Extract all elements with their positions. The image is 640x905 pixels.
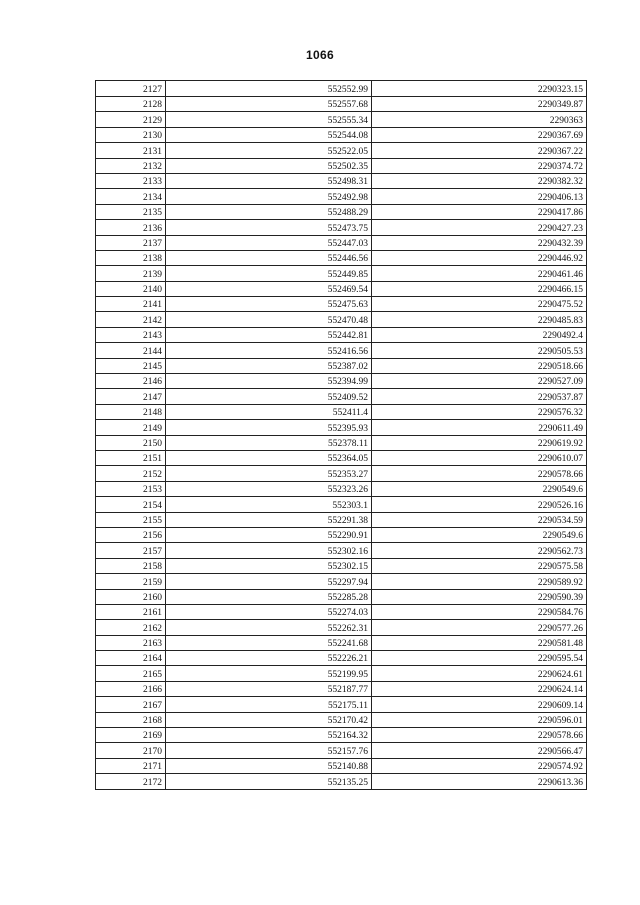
point-number-cell: 2146 xyxy=(96,374,166,389)
point-number-cell: 2139 xyxy=(96,266,166,281)
table-row xyxy=(96,81,587,97)
point-number-cell: 2159 xyxy=(96,574,166,589)
point-number-cell: 2155 xyxy=(96,512,166,527)
y-coordinate-cell: 2290562.73 xyxy=(372,543,587,558)
y-coordinate-cell: 2290619.92 xyxy=(372,435,587,450)
x-coordinate-cell: 552473.75 xyxy=(166,220,372,235)
x-coordinate-cell: 552488.29 xyxy=(166,204,372,219)
point-number-cell: 2142 xyxy=(96,312,166,327)
x-coordinate-cell: 552170.42 xyxy=(166,712,372,727)
point-number-cell: 2136 xyxy=(96,220,166,235)
table-row xyxy=(96,497,587,512)
table-row xyxy=(96,466,587,481)
x-coordinate-cell: 552446.56 xyxy=(166,250,372,265)
y-coordinate-cell: 2290576.32 xyxy=(372,404,587,419)
table-row xyxy=(96,173,587,188)
x-coordinate-cell: 552387.02 xyxy=(166,358,372,373)
coordinates-table xyxy=(95,80,587,790)
table-row xyxy=(96,558,587,573)
point-number-cell: 2127 xyxy=(96,81,166,97)
table-row xyxy=(96,543,587,558)
table-row xyxy=(96,635,587,650)
point-number-cell: 2140 xyxy=(96,281,166,296)
point-number-cell: 2167 xyxy=(96,697,166,712)
point-number-cell: 2131 xyxy=(96,143,166,158)
y-coordinate-cell: 2290406.13 xyxy=(372,189,587,204)
x-coordinate-cell: 552557.68 xyxy=(166,97,372,112)
table-row xyxy=(96,312,587,327)
y-coordinate-cell: 2290584.76 xyxy=(372,604,587,619)
x-coordinate-cell: 552302.16 xyxy=(166,543,372,558)
table-row xyxy=(96,420,587,435)
point-number-cell: 2160 xyxy=(96,589,166,604)
table-row xyxy=(96,758,587,773)
x-coordinate-cell: 552364.05 xyxy=(166,450,372,465)
y-coordinate-cell: 2290505.53 xyxy=(372,343,587,358)
table-row xyxy=(96,281,587,296)
y-coordinate-cell: 2290518.66 xyxy=(372,358,587,373)
y-coordinate-cell: 2290624.14 xyxy=(372,681,587,696)
x-coordinate-cell: 552395.93 xyxy=(166,420,372,435)
y-coordinate-cell: 2290566.47 xyxy=(372,743,587,758)
table-row xyxy=(96,189,587,204)
point-number-cell: 2143 xyxy=(96,327,166,342)
y-coordinate-cell: 2290624.61 xyxy=(372,666,587,681)
point-number-cell: 2154 xyxy=(96,497,166,512)
x-coordinate-cell: 552552.99 xyxy=(166,81,372,97)
y-coordinate-cell: 2290549.6 xyxy=(372,527,587,542)
point-number-cell: 2130 xyxy=(96,127,166,142)
coordinates-table-body xyxy=(96,81,587,790)
point-number-cell: 2151 xyxy=(96,450,166,465)
table-row xyxy=(96,343,587,358)
table-row xyxy=(96,266,587,281)
point-number-cell: 2170 xyxy=(96,743,166,758)
y-coordinate-cell: 2290367.22 xyxy=(372,143,587,158)
y-coordinate-cell: 2290363 xyxy=(372,112,587,127)
x-coordinate-cell: 552378.11 xyxy=(166,435,372,450)
point-number-cell: 2128 xyxy=(96,97,166,112)
x-coordinate-cell: 552285.28 xyxy=(166,589,372,604)
point-number-cell: 2144 xyxy=(96,343,166,358)
point-number-cell: 2137 xyxy=(96,235,166,250)
x-coordinate-cell: 552175.11 xyxy=(166,697,372,712)
x-coordinate-cell: 552140.88 xyxy=(166,758,372,773)
y-coordinate-cell: 2290427.23 xyxy=(372,220,587,235)
point-number-cell: 2141 xyxy=(96,297,166,312)
table-row xyxy=(96,250,587,265)
point-number-cell: 2157 xyxy=(96,543,166,558)
point-number-cell: 2164 xyxy=(96,651,166,666)
table-row xyxy=(96,220,587,235)
x-coordinate-cell: 552353.27 xyxy=(166,466,372,481)
table-row xyxy=(96,158,587,173)
x-coordinate-cell: 552157.76 xyxy=(166,743,372,758)
point-number-cell: 2161 xyxy=(96,604,166,619)
y-coordinate-cell: 2290349.87 xyxy=(372,97,587,112)
x-coordinate-cell: 552394.99 xyxy=(166,374,372,389)
y-coordinate-cell: 2290613.36 xyxy=(372,774,587,789)
point-number-cell: 2132 xyxy=(96,158,166,173)
point-number-cell: 2138 xyxy=(96,250,166,265)
point-number-cell: 2129 xyxy=(96,112,166,127)
x-coordinate-cell: 552262.31 xyxy=(166,620,372,635)
table-row xyxy=(96,235,587,250)
point-number-cell: 2145 xyxy=(96,358,166,373)
x-coordinate-cell: 552544.08 xyxy=(166,127,372,142)
table-row xyxy=(96,404,587,419)
x-coordinate-cell: 552241.68 xyxy=(166,635,372,650)
table-row xyxy=(96,620,587,635)
page-number: 1066 xyxy=(306,48,334,62)
y-coordinate-cell: 2290575.58 xyxy=(372,558,587,573)
y-coordinate-cell: 2290382.32 xyxy=(372,173,587,188)
point-number-cell: 2163 xyxy=(96,635,166,650)
table-row xyxy=(96,743,587,758)
table-row xyxy=(96,712,587,727)
table-row xyxy=(96,374,587,389)
y-coordinate-cell: 2290577.26 xyxy=(372,620,587,635)
y-coordinate-cell: 2290578.66 xyxy=(372,466,587,481)
x-coordinate-cell: 552187.77 xyxy=(166,681,372,696)
y-coordinate-cell: 2290466.15 xyxy=(372,281,587,296)
x-coordinate-cell: 552135.25 xyxy=(166,774,372,789)
x-coordinate-cell: 552199.95 xyxy=(166,666,372,681)
table-row xyxy=(96,143,587,158)
table-row xyxy=(96,481,587,496)
table-row xyxy=(96,204,587,219)
y-coordinate-cell: 2290527.09 xyxy=(372,374,587,389)
y-coordinate-cell: 2290578.66 xyxy=(372,728,587,743)
y-coordinate-cell: 2290609.14 xyxy=(372,697,587,712)
y-coordinate-cell: 2290589.92 xyxy=(372,574,587,589)
table-row xyxy=(96,697,587,712)
table-row xyxy=(96,666,587,681)
x-coordinate-cell: 552297.94 xyxy=(166,574,372,589)
y-coordinate-cell: 2290374.72 xyxy=(372,158,587,173)
y-coordinate-cell: 2290574.92 xyxy=(372,758,587,773)
y-coordinate-cell: 2290323.15 xyxy=(372,81,587,97)
point-number-cell: 2169 xyxy=(96,728,166,743)
x-coordinate-cell: 552522.05 xyxy=(166,143,372,158)
point-number-cell: 2166 xyxy=(96,681,166,696)
y-coordinate-cell: 2290417.86 xyxy=(372,204,587,219)
y-coordinate-cell: 2290590.39 xyxy=(372,589,587,604)
table-row xyxy=(96,297,587,312)
table-row xyxy=(96,574,587,589)
table-row xyxy=(96,651,587,666)
y-coordinate-cell: 2290461.46 xyxy=(372,266,587,281)
x-coordinate-cell: 552274.03 xyxy=(166,604,372,619)
y-coordinate-cell: 2290549.6 xyxy=(372,481,587,496)
table-row xyxy=(96,389,587,404)
x-coordinate-cell: 552447.03 xyxy=(166,235,372,250)
table-row xyxy=(96,435,587,450)
x-coordinate-cell: 552492.98 xyxy=(166,189,372,204)
table-row xyxy=(96,774,587,789)
y-coordinate-cell: 2290475.52 xyxy=(372,297,587,312)
point-number-cell: 2168 xyxy=(96,712,166,727)
y-coordinate-cell: 2290526.16 xyxy=(372,497,587,512)
y-coordinate-cell: 2290367.69 xyxy=(372,127,587,142)
point-number-cell: 2134 xyxy=(96,189,166,204)
x-coordinate-cell: 552416.56 xyxy=(166,343,372,358)
table-row xyxy=(96,589,587,604)
point-number-cell: 2156 xyxy=(96,527,166,542)
y-coordinate-cell: 2290595.54 xyxy=(372,651,587,666)
y-coordinate-cell: 2290596.01 xyxy=(372,712,587,727)
table-row xyxy=(96,728,587,743)
point-number-cell: 2149 xyxy=(96,420,166,435)
x-coordinate-cell: 552470.48 xyxy=(166,312,372,327)
point-number-cell: 2148 xyxy=(96,404,166,419)
table-row xyxy=(96,127,587,142)
y-coordinate-cell: 2290581.48 xyxy=(372,635,587,650)
x-coordinate-cell: 552303.1 xyxy=(166,497,372,512)
x-coordinate-cell: 552469.54 xyxy=(166,281,372,296)
x-coordinate-cell: 552302.15 xyxy=(166,558,372,573)
point-number-cell: 2171 xyxy=(96,758,166,773)
x-coordinate-cell: 552555.34 xyxy=(166,112,372,127)
point-number-cell: 2153 xyxy=(96,481,166,496)
x-coordinate-cell: 552411.4 xyxy=(166,404,372,419)
x-coordinate-cell: 552442.81 xyxy=(166,327,372,342)
point-number-cell: 2162 xyxy=(96,620,166,635)
x-coordinate-cell: 552498.31 xyxy=(166,173,372,188)
point-number-cell: 2133 xyxy=(96,173,166,188)
y-coordinate-cell: 2290492.4 xyxy=(372,327,587,342)
x-coordinate-cell: 552290.91 xyxy=(166,527,372,542)
point-number-cell: 2152 xyxy=(96,466,166,481)
point-number-cell: 2135 xyxy=(96,204,166,219)
table-row xyxy=(96,358,587,373)
table-row xyxy=(96,512,587,527)
y-coordinate-cell: 2290485.83 xyxy=(372,312,587,327)
x-coordinate-cell: 552164.32 xyxy=(166,728,372,743)
table-row xyxy=(96,112,587,127)
table-row xyxy=(96,527,587,542)
table-row xyxy=(96,681,587,696)
y-coordinate-cell: 2290432.39 xyxy=(372,235,587,250)
x-coordinate-cell: 552502.35 xyxy=(166,158,372,173)
point-number-cell: 2158 xyxy=(96,558,166,573)
y-coordinate-cell: 2290611.49 xyxy=(372,420,587,435)
x-coordinate-cell: 552449.85 xyxy=(166,266,372,281)
table-row xyxy=(96,604,587,619)
y-coordinate-cell: 2290446.92 xyxy=(372,250,587,265)
y-coordinate-cell: 2290610.07 xyxy=(372,450,587,465)
point-number-cell: 2172 xyxy=(96,774,166,789)
table-row xyxy=(96,450,587,465)
point-number-cell: 2165 xyxy=(96,666,166,681)
x-coordinate-cell: 552475.63 xyxy=(166,297,372,312)
point-number-cell: 2147 xyxy=(96,389,166,404)
point-number-cell: 2150 xyxy=(96,435,166,450)
x-coordinate-cell: 552409.52 xyxy=(166,389,372,404)
table-row xyxy=(96,97,587,112)
x-coordinate-cell: 552226.21 xyxy=(166,651,372,666)
x-coordinate-cell: 552323.26 xyxy=(166,481,372,496)
y-coordinate-cell: 2290537.87 xyxy=(372,389,587,404)
x-coordinate-cell: 552291.38 xyxy=(166,512,372,527)
y-coordinate-cell: 2290534.59 xyxy=(372,512,587,527)
table-row xyxy=(96,327,587,342)
